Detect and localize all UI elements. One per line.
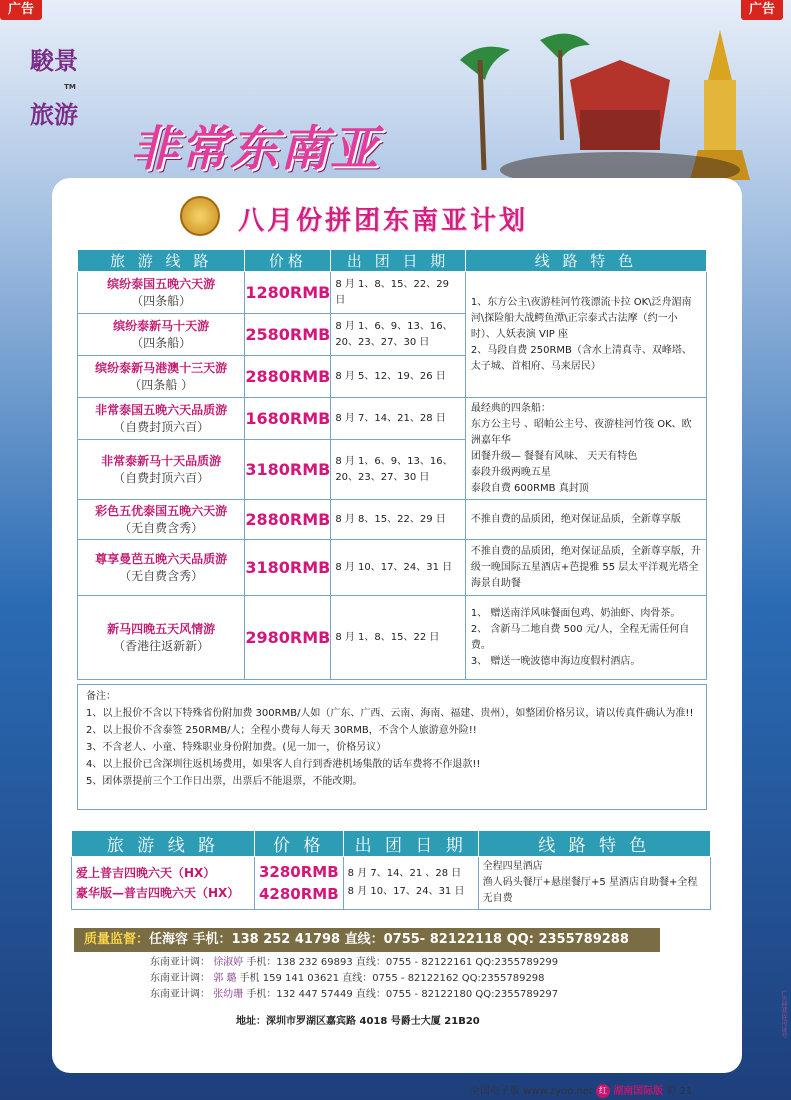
table-row [78,272,707,314]
contact-row [150,971,620,987]
feature-text: 泰段升级两晚五星 [470,466,551,478]
side-note: 广告经营许可证号 [780,990,787,1038]
feature-text: 1、东方公主\夜游桂河竹筏漂流卡拉 OK\泛舟湄南河\探险船大战鳄鱼潭\正宗泰式古法摩（约一小时）、人妖表演 VIP 座 [470,296,692,340]
route-sub: （四条船 ） [129,377,194,392]
header-price: 价 格 [255,831,344,857]
supervise-label: 质量监督： [84,932,150,947]
route-price: 3180RMB [245,540,331,596]
feature-text: 团餐升级— 餐餐有风味、 天天有特色 [470,450,638,462]
table-row [78,500,707,540]
contact-line: 直线：0755 - 82122161 [355,957,473,968]
route-name: 缤纷泰新马港澳十三天游 [95,360,228,375]
feature-text: 不推自费的品质团，绝对保证品质，全新尊享版 [465,500,706,540]
feature-text: 泰段自费 600RMB 真封顶 [470,482,589,494]
contact-phone: 手机：132 447 57449 [246,989,353,1000]
route-price: 3180RMB [245,440,331,500]
route-price: 2880RMB [245,356,331,398]
tours-table [77,249,707,680]
thai-temple-scenery [420,20,791,200]
route-price: 2880RMB [245,500,331,540]
route-dates: 8 月 1、6、9、13、16、20、23、27、30 日 [331,314,466,356]
contact-phone: 手机：138 232 69893 [246,957,353,968]
contacts-list [150,955,620,1003]
route-price: 1280RMB [245,272,331,314]
ad-tag-left: 广告 [0,0,42,20]
note-item: 1、以上报价不含以下特殊省份附加费 300RMB/人如（广东、广西、云南、海南、福建、贵州），如整团价格另议，请以传真件确认为准!! [86,708,694,719]
note-item: 3、不含老人、小童、特殊职业身份附加费。(见一加一，价格另议） [86,742,387,753]
header-price: 价格 [245,250,331,272]
contact-name: 徐淑婷 [213,957,244,968]
feature-text: 2、 含新马二地自费 500 元/人，全程无需任何自费。 [470,623,690,651]
route-dates: 8 月 1、8、15、22、29 日 [331,272,466,314]
route-price: 2980RMB [245,596,331,680]
header-dates: 出 团 日 期 [343,831,478,857]
feature-text: 东方公主号 、昭帕公主号、夜游桂河竹筏 OK、欧洲嘉年华 [470,418,692,446]
feature-text: 2、马段自费 250RMB（含水上清真寺、双峰塔、太子城、首相府、马来居民） [470,344,692,372]
route-sub: （无自费含秀） [119,520,204,535]
contact-phone: 手机 159 141 03621 [239,973,340,984]
phuket-table [71,830,711,910]
contact-row [150,987,620,1003]
route-sub: （无自费含秀） [119,568,204,583]
header-dates: 出 团 日 期 [331,250,466,272]
feature-text: 不推自费的品质团，绝对保证品质，全新尊享版，升级一晚国际五星酒店+芭提雅 55 层太平洋观光塔全海景自助餐 [465,540,706,596]
route-dates: 8 月 8、15、22、29 日 [331,500,466,540]
route-sub: （四条船） [131,335,192,350]
footer-edition: 全国电子版 [470,1086,520,1097]
table-row [78,540,707,596]
feature-text: 1、 赠送南洋风味餐面包鸡、奶油虾、肉骨茶。 [470,607,681,619]
route-dates: 8 月 7、14、21、28 日 [331,398,466,440]
contact-name: 张幼珊 [213,989,244,1000]
quality-supervision-bar [74,928,660,952]
table-row [72,857,711,910]
contact-line: 直线：0755 - 82122162 [342,973,459,984]
page-footer [470,1082,692,1098]
footer-site[interactable]: www.zyoo.net [523,1086,593,1097]
route-dates: 8 月 5、12、19、26 日 [331,356,466,398]
company-name: 深圳市建南国际旅行社有限公司 [262,1050,529,1070]
header-features: 线 路 特 色 [465,250,706,272]
address: 地址：深圳市罗湖区嘉宾路 4018 号爵士大厦 21B20 [236,1016,480,1027]
table-row [78,596,707,680]
contact-qq: QQ:2355789298 [461,973,545,984]
note-item: 5、团体票提前三个工作日出票，出票后不能退票，不能改期。 [86,776,363,787]
route-name: 新马四晚五天风情游 [107,621,216,636]
route-dates: 8 月 7、14、21 、28 日 [347,868,462,879]
notes-box [77,684,707,810]
route-sub: （自费封顶六百） [113,470,210,485]
route-sub: （自费封顶六百） [113,419,210,434]
feature-text: 3、 赠送一晚波德申海边度假村酒店。 [470,655,641,667]
feature-text: 全程四星酒店 [482,861,543,872]
plan-title: 八月份拼团东南亚计划 [238,206,529,236]
brand-line2: 旅游 [30,101,78,129]
note-item: 2、以上报价不含泰签 250RMB/人；全程小费每人每天 30RMB，不含个人旅游意外险!! [86,725,477,736]
table-row [78,398,707,440]
feature-text: 最经典的四条船： [470,402,551,414]
note-item: 4、以上报价已含深圳往返机场费用，如果客人自行到香港机场集散的话车费将不作退款!! [86,759,481,770]
feature-text: 渔人码头餐厅+悬崖餐厅+5 星酒店自助餐+全程无自费 [482,877,698,904]
route-sub: （四条船） [131,293,192,308]
footer-magazine: 湖南国际版 [613,1086,664,1097]
route-dates: 8 月 10、17、24、31 日 [347,886,465,897]
route-price: 4280RMB [259,885,339,903]
headline: 非常东南亚 [130,121,381,177]
footer-page: 彩 21 [666,1086,693,1097]
route-dates: 8 月 10、17、24、31 日 [331,540,466,596]
contact-qq: QQ:2355789299 [475,957,559,968]
route-name: 缤纷泰国五晚六天游 [107,276,216,291]
route-name: 缤纷泰新马十天游 [113,318,210,333]
header-features: 线 路 特 色 [478,831,710,857]
supervise-text: 任海容 手机：138 252 41798 直线：0755- 82122118 QQ: 2355789288 [149,932,629,947]
contact-qq: QQ:2355789297 [475,989,559,1000]
route-name: 尊享曼芭五晚六天品质游 [95,551,228,566]
route-price: 2580RMB [245,314,331,356]
route-dates: 8 月 1、8、15、22 日 [331,596,466,680]
route-name: 爱上普吉四晚六天（HX） [76,866,216,880]
route-sub: （香港往返新新） [113,638,210,653]
notes-title: 备注： [86,691,116,702]
route-price: 1680RMB [245,398,331,440]
buddha-logo-icon [180,196,220,236]
contact-line: 直线：0755 - 82122180 [355,989,473,1000]
contact-row [150,955,620,971]
route-name: 豪华版—普吉四晚六天（HX） [76,886,240,900]
route-name: 非常泰国五晚六天品质游 [95,402,228,417]
route-name: 彩色五优泰国五晚六天游 [95,503,228,518]
route-price: 3280RMB [259,863,339,881]
contact-name: 郭 璐 [213,973,237,984]
brand-tm: TM [64,83,76,91]
brand-logo [30,46,110,130]
contact-role: 东南亚计调： [150,973,210,984]
route-dates: 8 月 1、6、9、13、16、20、23、27、30 日 [331,440,466,500]
contact-role: 东南亚计调： [150,957,210,968]
brand-line1: 駿景 [30,47,78,75]
contact-role: 东南亚计调： [150,989,210,1000]
header-route: 旅 游 线 路 [72,831,255,857]
footer-badge-icon: 红 [596,1084,610,1098]
header-route: 旅 游 线 路 [78,250,245,272]
ad-tag-right: 广告 [741,0,783,20]
route-name: 非常泰新马十天品质游 [101,453,222,468]
